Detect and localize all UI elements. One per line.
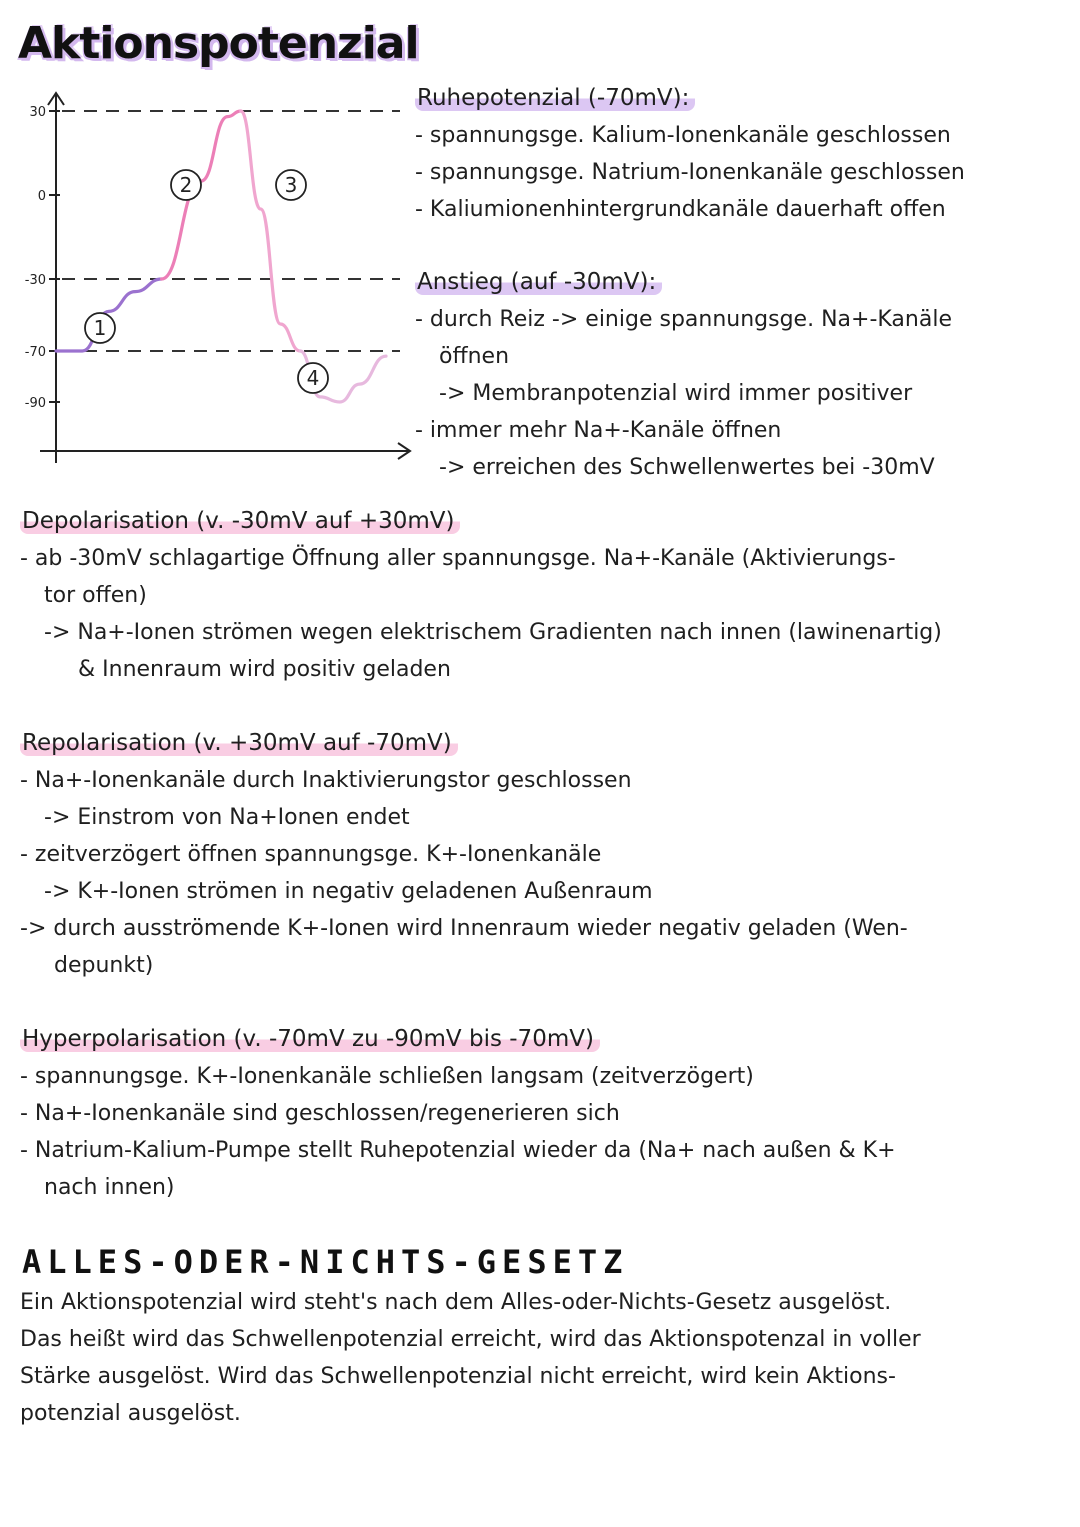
paragraph-line: potenzial ausgelöst. <box>20 1401 241 1426</box>
paragraph-line: Ein Aktionspotenzial wird steht's nach dem Alles-oder-Nichts-Gesetz ausgelöst. <box>20 1290 892 1315</box>
potential-curve <box>56 111 386 402</box>
dashed-reference-lines <box>62 111 400 351</box>
curve-segment-2 <box>162 111 241 279</box>
list-item: -> Na+-Ionen strömen wegen elektrischem Gradienten nach innen (lawinenartig) <box>44 620 942 645</box>
phase-marker-label: 1 <box>93 316 107 340</box>
list-item: -> Einstrom von Na+Ionen endet <box>44 805 410 830</box>
depolarisation-heading: Depolarisation (v. -30mV auf +30mV) <box>20 508 460 534</box>
list-item: -> K+-Ionen strömen in negativ geladenen Außenraum <box>44 879 653 904</box>
list-item: - spannungsge. Kalium-Ionenkanäle geschlossen <box>415 123 951 148</box>
list-item: - spannungsge. Natrium-Ionenkanäle geschlossen <box>415 160 965 185</box>
list-item: - durch Reiz -> einige spannungsge. Na+-Kanäle <box>415 307 952 332</box>
list-item: - Natrium-Kalium-Pumpe stellt Ruhepotenzial wieder da (Na+ nach außen & K+ <box>20 1138 896 1163</box>
list-item: - Kaliumionenhintergrundkanäle dauerhaft offen <box>415 197 946 222</box>
anstieg-heading: Anstieg (auf -30mV): <box>415 269 662 295</box>
list-item: - Na+-Ionenkanäle sind geschlossen/regenerieren sich <box>20 1101 620 1126</box>
list-item: öffnen <box>439 344 510 369</box>
phase-marker-label: 2 <box>179 173 193 197</box>
ruhe-section <box>415 80 965 228</box>
list-item: nach innen) <box>44 1175 175 1200</box>
paragraph-line: Stärke ausgelöst. Wird das Schwellenpotenzial nicht erreicht, wird kein Aktions- <box>20 1364 896 1389</box>
ruhe-heading: Ruhepotenzial (-70mV): <box>415 85 695 111</box>
depolarisation-section <box>20 503 942 688</box>
y-tick-label: 0 <box>37 189 46 204</box>
repolarisation-section <box>20 725 908 984</box>
hyperpolarisation-section <box>20 1021 896 1206</box>
list-item: -> erreichen des Schwellenwertes bei -30mV <box>439 455 935 480</box>
phase-markers <box>85 170 328 393</box>
list-item: & Innenraum wird positiv geladen <box>78 657 451 682</box>
list-item: - zeitverzögert öffnen spannungsge. K+-Ionenkanäle <box>20 842 602 867</box>
hyperpolarisation-heading: Hyperpolarisation (v. -70mV zu -90mV bis -70mV) <box>20 1026 600 1052</box>
list-item: - Na+-Ionenkanäle durch Inaktivierungstor geschlossen <box>20 768 632 793</box>
curve-segment-3 <box>241 111 300 351</box>
anstieg-section <box>415 264 952 486</box>
y-tick-label: 30 <box>29 105 46 120</box>
y-tick-label: -30 <box>24 273 46 288</box>
repolarisation-heading: Repolarisation (v. +30mV auf -70mV) <box>20 730 458 756</box>
y-tick-label: -70 <box>24 345 46 360</box>
list-item: depunkt) <box>54 953 154 978</box>
paragraph-line: Das heißt wird das Schwellenpotenzial erreicht, wird das Aktionspotenzal in voller <box>20 1327 921 1352</box>
y-tick-label: -90 <box>24 396 46 411</box>
gesetz-section <box>20 1284 1070 1432</box>
list-item: tor offen) <box>44 583 147 608</box>
list-item: - spannungsge. K+-Ionenkanäle schließen langsam (zeitverzögert) <box>20 1064 754 1089</box>
list-item: -> durch ausströmende K+-Ionen wird Innenraum wieder negativ geladen (Wen- <box>20 916 908 941</box>
list-item: - immer mehr Na+-Kanäle öffnen <box>415 418 782 443</box>
page-title: Aktionspotenzial <box>18 18 419 69</box>
y-tick-labels <box>25 105 60 411</box>
action-potential-chart <box>0 85 420 470</box>
phase-marker-label: 4 <box>306 366 320 390</box>
gesetz-heading: ALLES-ODER-NICHTS-GESETZ <box>22 1243 629 1281</box>
phase-marker-label: 3 <box>284 173 298 197</box>
list-item: - ab -30mV schlagartige Öffnung aller spannungsge. Na+-Kanäle (Aktivierungs- <box>20 546 896 571</box>
list-item: -> Membranpotenzial wird immer positiver <box>439 381 913 406</box>
